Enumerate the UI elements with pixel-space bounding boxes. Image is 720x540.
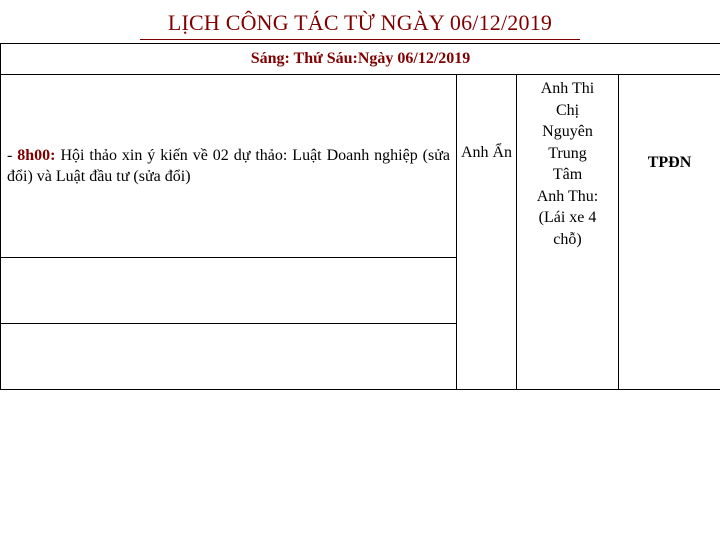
participant-line: Anh Thu: xyxy=(536,187,599,205)
event-participants xyxy=(517,75,619,390)
empty-cell xyxy=(1,258,457,324)
participant-line: Tâm xyxy=(552,166,583,183)
event-content-cell xyxy=(1,75,457,258)
participant-line: Anh Thi xyxy=(540,80,595,97)
event-description: Hội thảo xin ý kiến về 02 dự thảo: Luật Doanh nghiệp (sửa đổi) và Luật đầu tư (sửa đổi) xyxy=(7,147,451,185)
event-leader: Anh Ẩn xyxy=(457,75,517,390)
participant-line: Chị xyxy=(555,101,580,119)
page-title: LỊCH CÔNG TÁC TỪ NGÀY 06/12/2019 xyxy=(167,10,553,35)
event-time: 8h00: xyxy=(17,147,56,164)
schedule-table xyxy=(0,43,720,390)
empty-cell xyxy=(1,324,457,390)
day-heading-row xyxy=(1,44,720,75)
participant-line: Nguyên xyxy=(542,123,593,140)
event-prefix: - xyxy=(7,147,18,164)
day-heading: Sáng: Thứ Sáu:Ngày 06/12/2019 xyxy=(1,44,720,75)
title-underline xyxy=(140,39,580,40)
participant-line: chỗ) xyxy=(553,230,582,248)
event-location: TPĐN xyxy=(619,75,720,390)
participant-line: (Lái xe 4 xyxy=(538,209,597,226)
table-row xyxy=(1,75,720,258)
participant-line: Trung xyxy=(548,144,587,162)
